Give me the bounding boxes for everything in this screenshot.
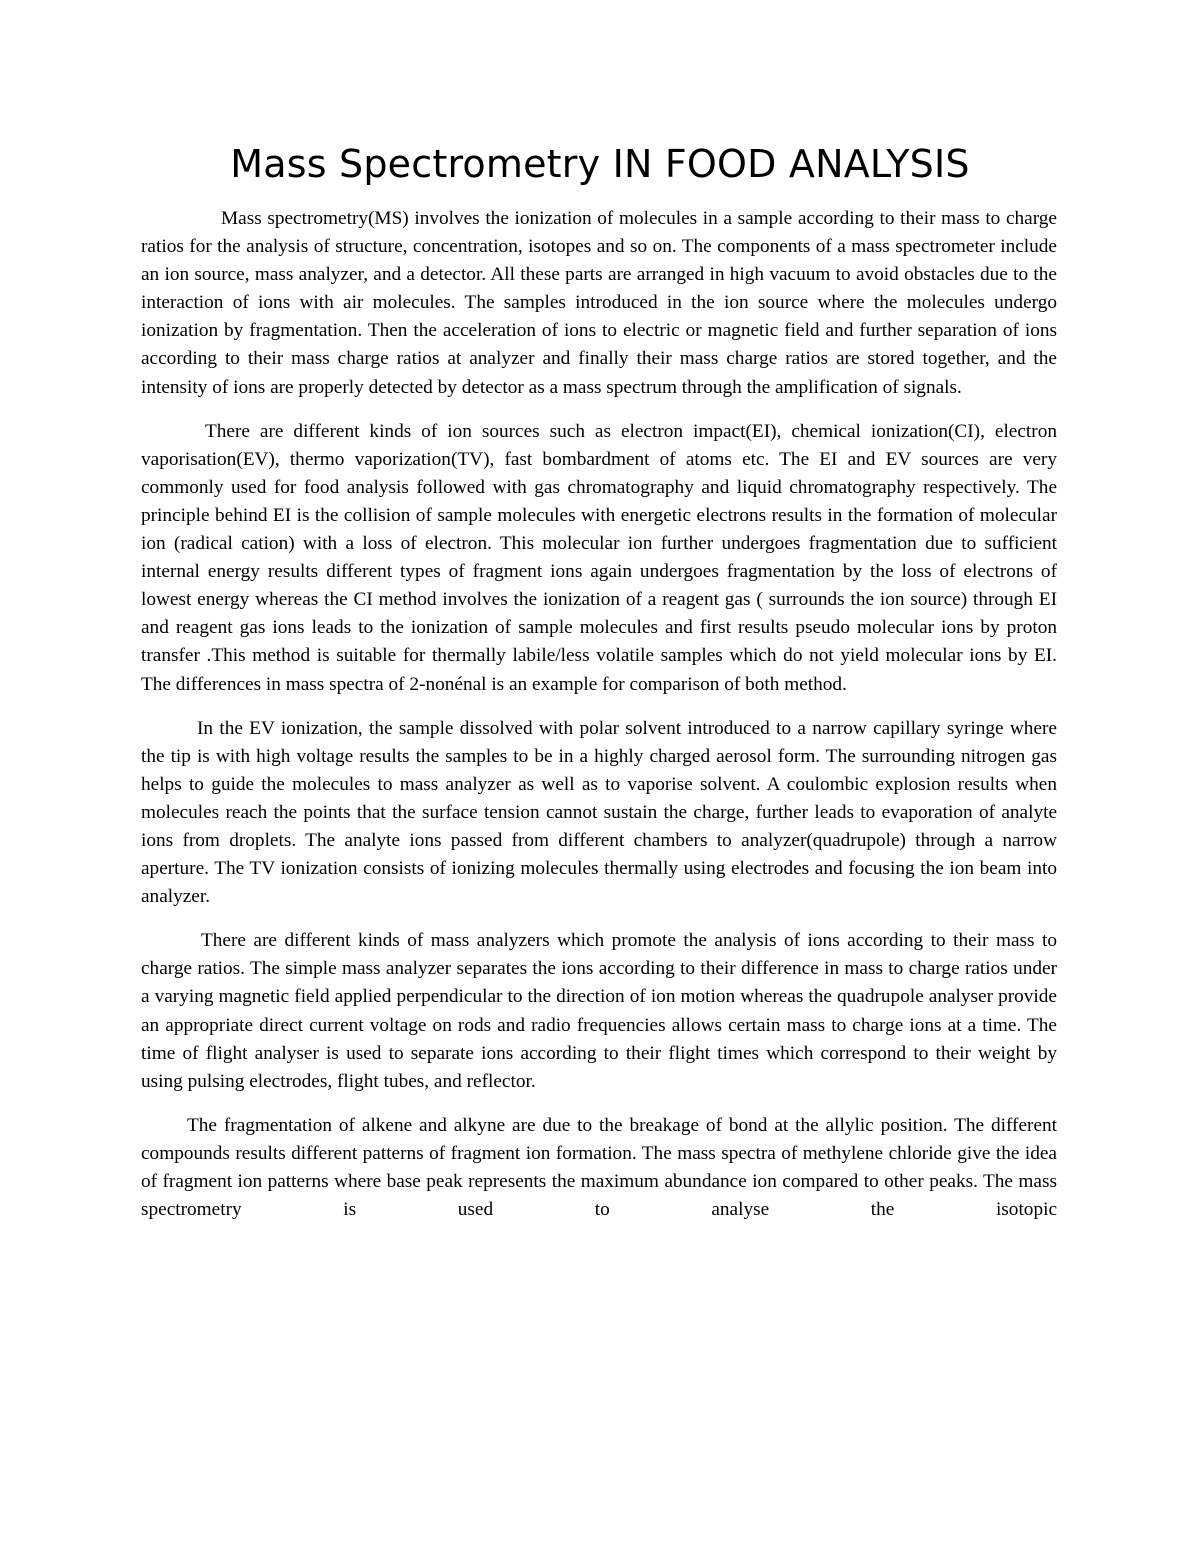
paragraph-ion-sources: There are different kinds of ion sources such as electron impact(EI), chemical ionization(CI), electron vaporisation(EV), thermo vaporization(TV), fast bombardment of atoms etc. The EI and EV sources are very commonly used for food analysis followed with gas chromatography and liquid chromatography respectively. The principle behind EI is the collision of sample molecules with energetic electrons results in the formation of molecular ion (radical cation) with a loss of electron. This molecular ion further undergoes fragmentation due to sufficient internal energy results different types of fragment ions again undergoes fragmentation by the loss of electrons of lowest energy whereas the CI method involves the ionization of a reagent gas ( surrounds the ion source) through EI and reagent gas ions leads to the ionization of sample molecules and first results pseudo molecular ions by proton transfer .This method is suitable for thermally labile/less volatile samples which do not yield molecular ions by EI. The differences in mass spectra of 2-nonénal is an example for comparison of both method. — [141, 420, 1057, 695]
paragraph-fragmentation: The fragmentation of alkene and alkyne are due to the breakage of bond at the allylic position. The different compounds results different patterns of fragment ion formation. The mass spectra of methylene chloride give the idea of fragment ion patterns where base peak represents the maximum abundance ion compared to other peaks. The mass spectrometry is used to analyse the isotopic — [141, 1114, 1057, 1221]
paragraph-ev-ionization: In the EV ionization, the sample dissolved with polar solvent introduced to a narrow capillary syringe where the tip is with high voltage results the samples to be in a highly charged aerosol form. The surrounding nitrogen gas helps to guide the molecules to mass analyzer as well as to vaporise solvent. A coulombic explosion results when molecules reach the points that the surface tension cannot sustain the charge, further leads to evaporation of analyte ions from droplets. The analyte ions passed from different chambers to analyzer(quadrupole) through a narrow aperture. The TV ionization consists of ionizing molecules thermally using electrodes and focusing the ion beam into analyzer. — [141, 717, 1057, 908]
document-body — [141, 205, 1057, 1224]
paragraph-mass-analyzers: There are different kinds of mass analyzers which promote the analysis of ions according to their mass to charge ratios. The simple mass analyzer separates the ions according to their difference in mass to charge ratios under a varying magnetic field applied perpendicular to the direction of ion motion whereas the quadrupole analyser provide an appropriate direct current voltage on rods and radio frequencies allows certain mass to charge ions at a time. The time of flight analyser is used to separate ions according to their flight times which correspond to their weight by using pulsing electrodes, flight tubes, and reflector. — [141, 930, 1057, 1092]
document-title: Mass Spectrometry IN FOOD ANALYSIS — [230, 142, 970, 186]
paragraph-ms-overview: Mass spectrometry(MS) involves the ionization of molecules in a sample according to their mass to charge ratios for the analysis of structure, concentration, isotopes and so on. The components of a mass spectrometer include an ion source, mass analyzer, and a detector. All these parts are arranged in high vacuum to avoid obstacles due to the interaction of ions with air molecules. The samples introduced in the ion source where the molecules undergo ionization by fragmentation. Then the acceleration of ions to electric or magnetic field and further separation of ions according to their mass charge ratios at analyzer and finally their mass charge ratios are stored together, and the intensity of ions are properly detected by detector as a mass spectrum through the amplification of signals. — [141, 208, 1057, 398]
